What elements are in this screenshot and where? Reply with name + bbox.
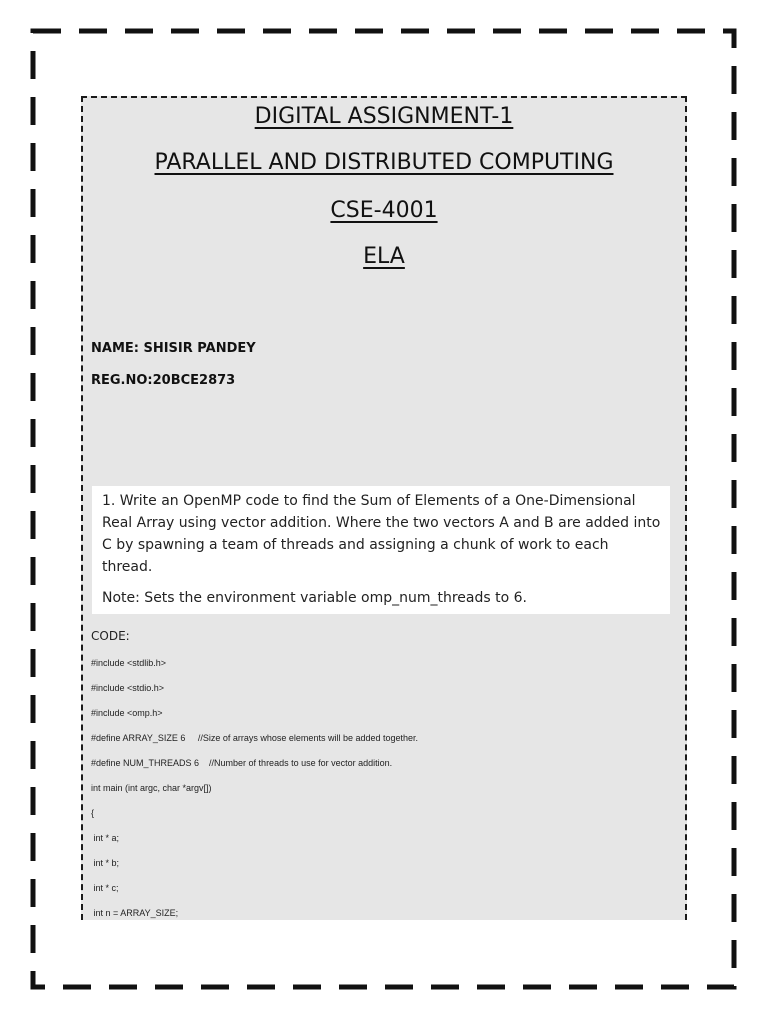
code-line: int * c;: [91, 883, 119, 893]
document-panel: [81, 96, 687, 920]
code-line: #include <stdlib.h>: [91, 658, 167, 668]
assignment-title: DIGITAL ASSIGNMENT-1: [254, 104, 514, 129]
question-note: Note: Sets the environment variable omp_num_threads to 6.: [102, 590, 527, 606]
code-line: {: [91, 808, 95, 818]
question-box: [92, 486, 670, 614]
code-line: #define ARRAY_SIZE 6 //Size of arrays whose elements will be added together.: [91, 733, 419, 743]
code-line: int n = ARRAY_SIZE;: [91, 908, 179, 918]
student-name: NAME: SHISIR PANDEY: [91, 341, 256, 356]
code-block: [91, 657, 418, 932]
code-line: int * a;: [91, 833, 120, 843]
student-reg-no: REG.NO:20BCE2873: [91, 373, 236, 388]
course-title: PARALLEL AND DISTRIBUTED COMPUTING: [154, 150, 614, 175]
code-line: #include <omp.h>: [91, 708, 163, 718]
code-line: #include <stdio.h>: [91, 683, 165, 693]
course-component: ELA: [363, 244, 405, 269]
code-line: int main (int argc, char *argv[]): [91, 783, 212, 793]
course-code: CSE-4001: [330, 198, 438, 223]
code-label: CODE:: [91, 629, 130, 643]
code-line: int * b;: [91, 858, 120, 868]
question-text: 1. Write an OpenMP code to find the Sum of Elements of a One-Dimensional Real Array using vector addition. Where the two vectors A and B are added into C by spawning a team of threads and assigning a chunk of work to each thread.: [102, 493, 661, 575]
code-line: #define NUM_THREADS 6 //Number of threads to use for vector addition.: [91, 758, 393, 768]
